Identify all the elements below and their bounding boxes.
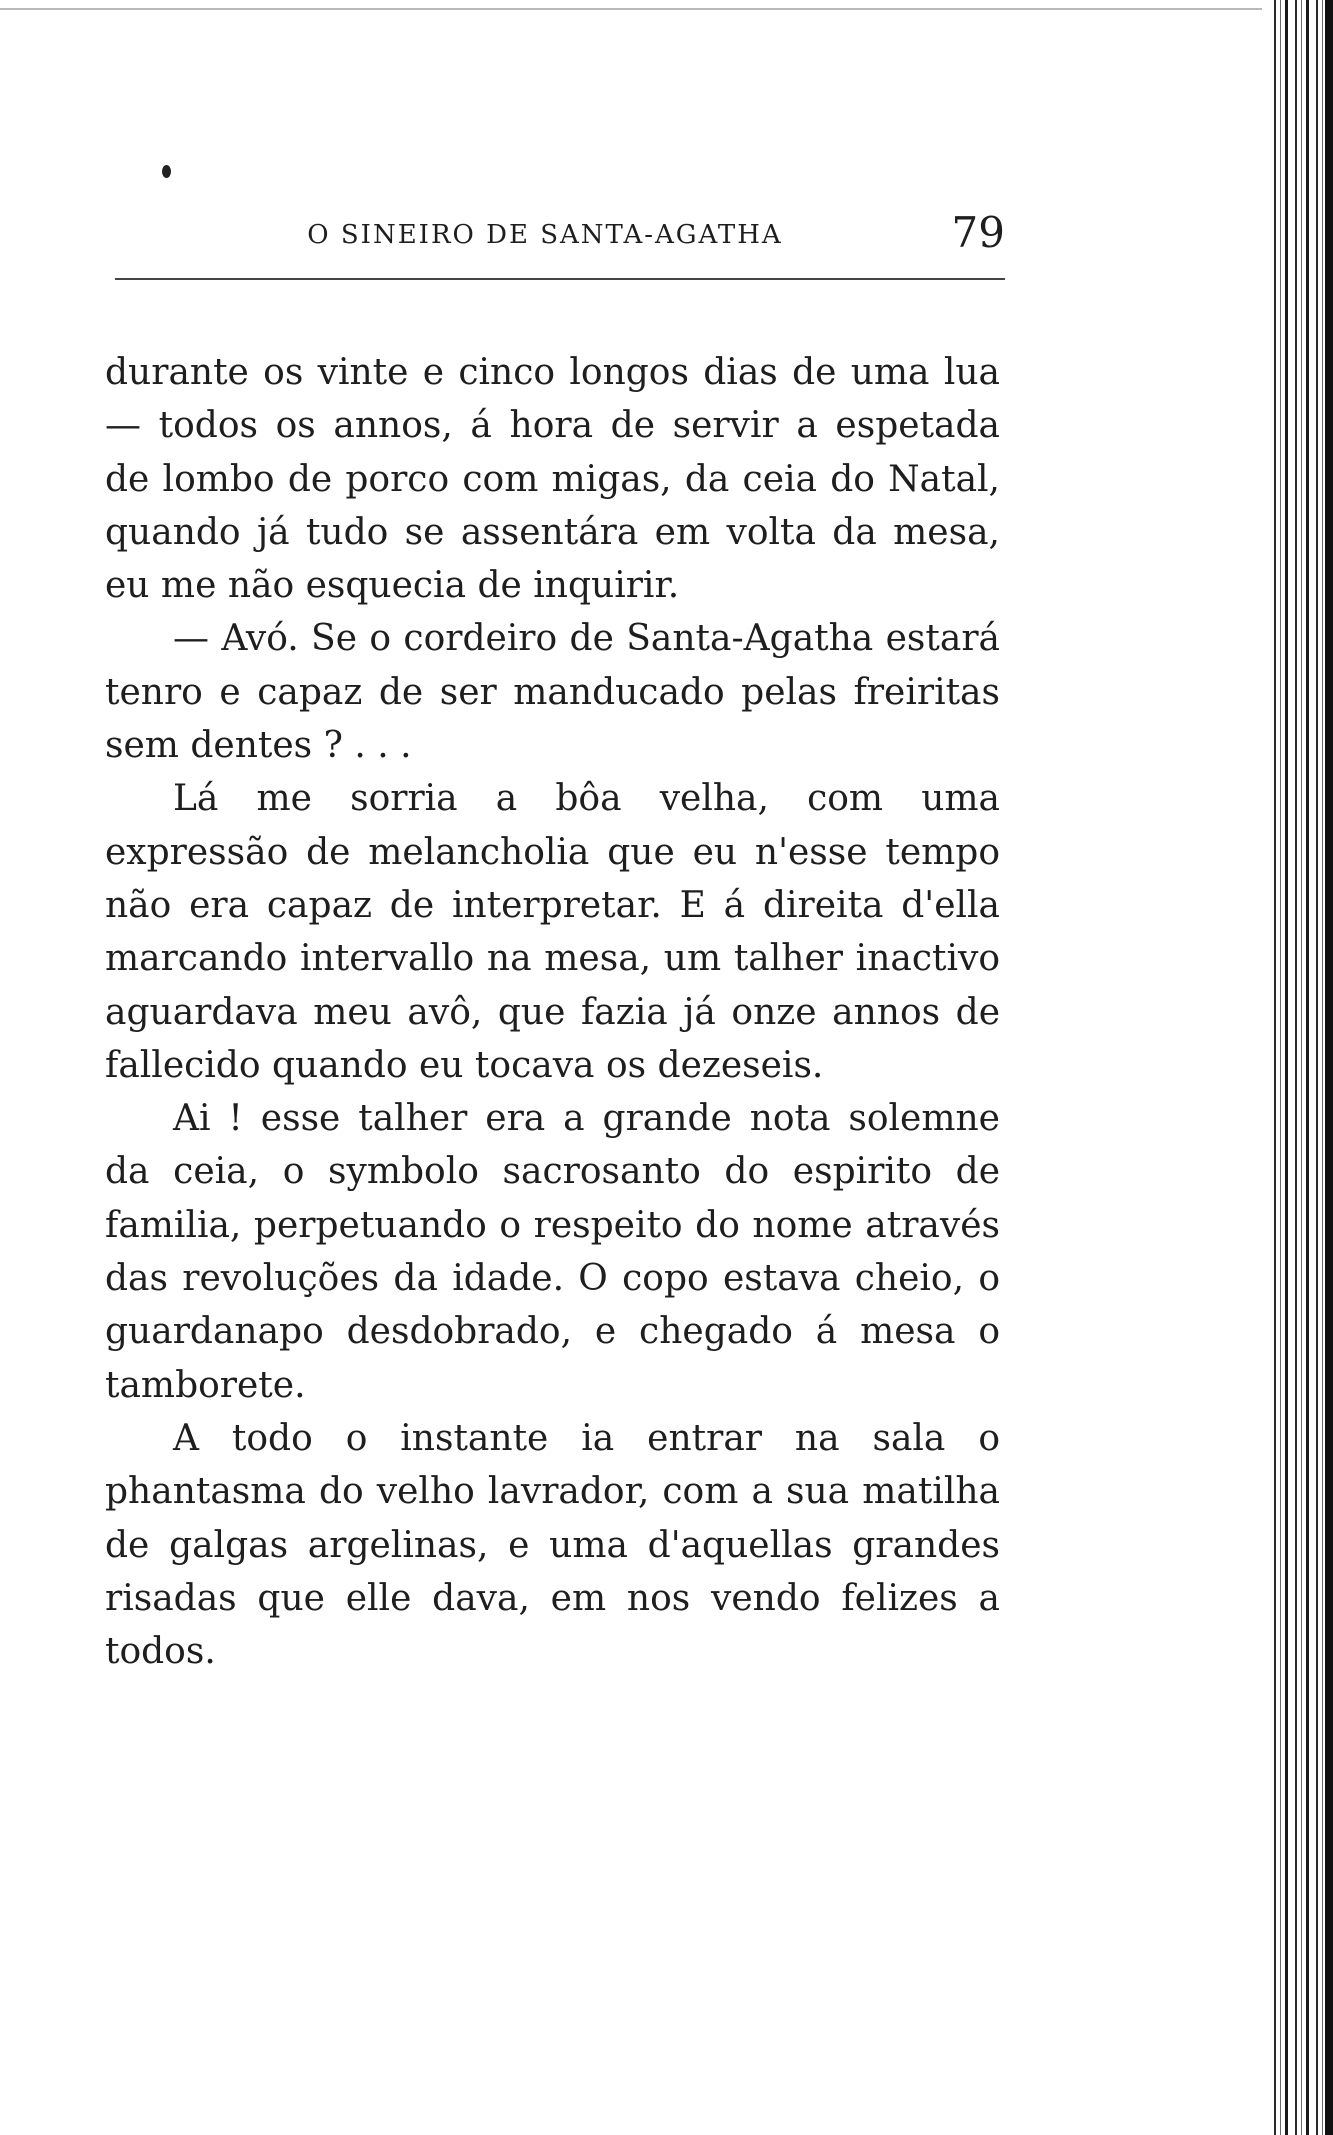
ink-speck	[162, 165, 171, 178]
header-rule	[115, 278, 1005, 280]
running-head	[115, 208, 1005, 276]
paragraph-1: durante os vinte e cinco longos dias de uma lua — todos os annos, á hora de servir a espetada de lombo de porco com migas, da ceia do Natal, quando já tudo se assentára em volta da mesa, eu me não esquecia de inquirir.	[105, 352, 1000, 607]
body-text	[105, 346, 1000, 1678]
book-spine-shadow	[1325, 0, 1333, 2135]
paragraph-4: Ai ! esse talher era a grande nota solemne da ceia, o symbolo sacrosanto do espirito de familia, perpetuando o respeito do nome através das revoluções da idade. O copo estava cheio, o guardanapo desdobrado, e chegado á mesa o tamborete.	[105, 1098, 1000, 1406]
page-top-edge	[0, 8, 1262, 10]
book-binding-edge	[1271, 0, 1333, 2135]
page-number: 79	[951, 208, 1005, 257]
paragraph-3: Lá me sorria a bôa velha, com uma expressão de melancholia que eu n'esse tempo não era capaz de interpretar. E á direita d'ella marcando intervallo na mesa, um talher inactivo aguardava meu avô, que fazia já onze annos de fallecido quando eu tocava os dezeseis.	[105, 778, 1000, 1086]
paragraph-2: — Avó. Se o cordeiro de Santa-Agatha estará tenro e capaz de ser manducado pelas freiritas sem dentes ? . . .	[105, 618, 1000, 767]
paragraph-5: A todo o instante ia entrar na sala o phantasma do velho lavrador, com a sua matilha de galgas argelinas, e uma d'aquellas grandes risadas que elle dava, em nos vendo felizes a todos.	[105, 1417, 1000, 1673]
running-head-title: O SINEIRO DE SANTA-AGATHA	[307, 220, 783, 250]
